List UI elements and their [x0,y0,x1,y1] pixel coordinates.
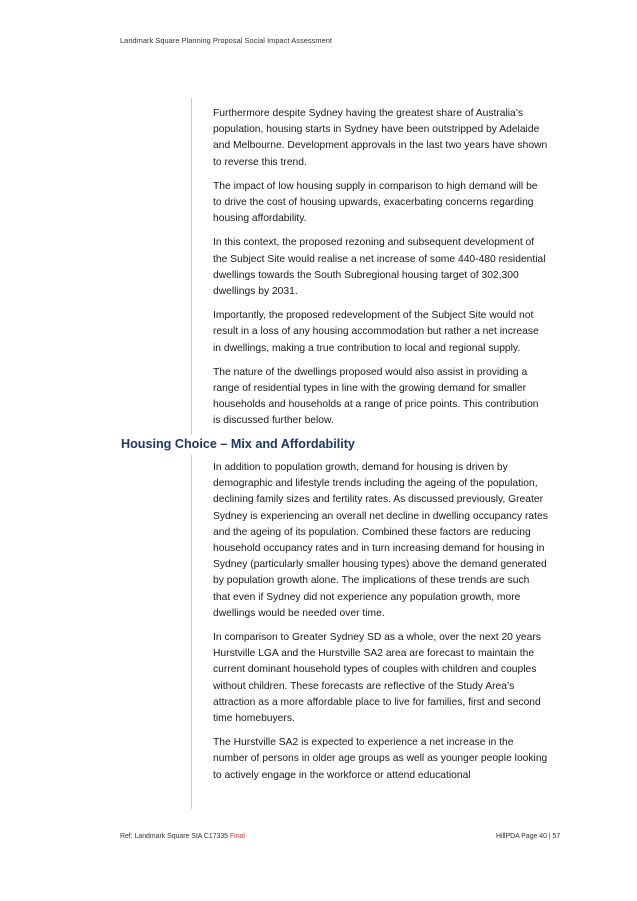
body-text-top [213,106,548,438]
footer-page-info: HillPDA Page 40 | 57 [496,833,561,840]
body-text-section [213,460,548,792]
paragraph: In this context, the proposed rezoning and subsequent development of the Subject Site would realise a net increase of some 440-480 residential dwellings towards the South Subregional housing target of 302,300 dwellings by 2031. [213,237,546,298]
paragraph: The impact of low housing supply in comparison to high demand will be to drive the cost of housing upwards, exacerbating concerns regarding housing affordability. [213,180,538,225]
paragraph: Furthermore despite Sydney having the greatest share of Australia’s population, housing starts in Sydney have been outstripped by Adelaide and Melbourne. Development approvals in the last two years have shown to reverse this trend. [213,108,548,168]
paragraph: In addition to population growth, demand for housing is driven by demographic and lifestyle trends including the ageing of the population, declining family sizes and fertility rates. As discussed previously, Greater Sydney is experiencing an overall net decline in dwelling occupancy rates and the ageing of its population. Combined these factors are reducing household occupancy rates and in turn increasing demand for housing in Sydney (particularly smaller housing types) above the demand generated by population growth alone. The implications of these trends are such that even if Sydney did not experience any population growth, more dwellings would be needed over time. [213,462,548,619]
paragraph: In comparison to Greater Sydney SD as a whole, over the next 20 years Hurstville LGA and the Hurstville SA2 area are forecast to maintain the current dominant household types of couples with children and couples without children. These forecasts are reflective of the Study Area’s attraction as a more affordable place to live for families, first and second time homebuyers. [213,632,541,725]
margin-rule-top [191,98,192,435]
margin-rule-bottom [191,455,192,809]
running-header: Landmark Square Planning Proposal Social Impact Assessment [120,36,333,45]
paragraph: Importantly, the proposed redevelopment of the Subject Site would not result in a loss of any housing accommodation but rather a net increase in dwellings, making a true contribution to local and regional supply. [213,310,539,354]
section-heading: Housing Choice – Mix and Affordability [121,437,355,451]
footer-status: Final [229,833,245,840]
footer-ref-label: Ref: Landmark Square SIA C17335 [120,833,229,840]
paragraph: The nature of the dwellings proposed would also assist in providing a range of residential types in line with the growing demand for smaller households and households at a range of price points. This contribution is discussed further below. [213,366,539,427]
paragraph: The Hurstville SA2 is expected to experience a net increase in the number of persons in older age groups as well as younger people looking to actively engage in the workforce or attend educational [213,737,548,781]
footer-reference [120,833,245,840]
